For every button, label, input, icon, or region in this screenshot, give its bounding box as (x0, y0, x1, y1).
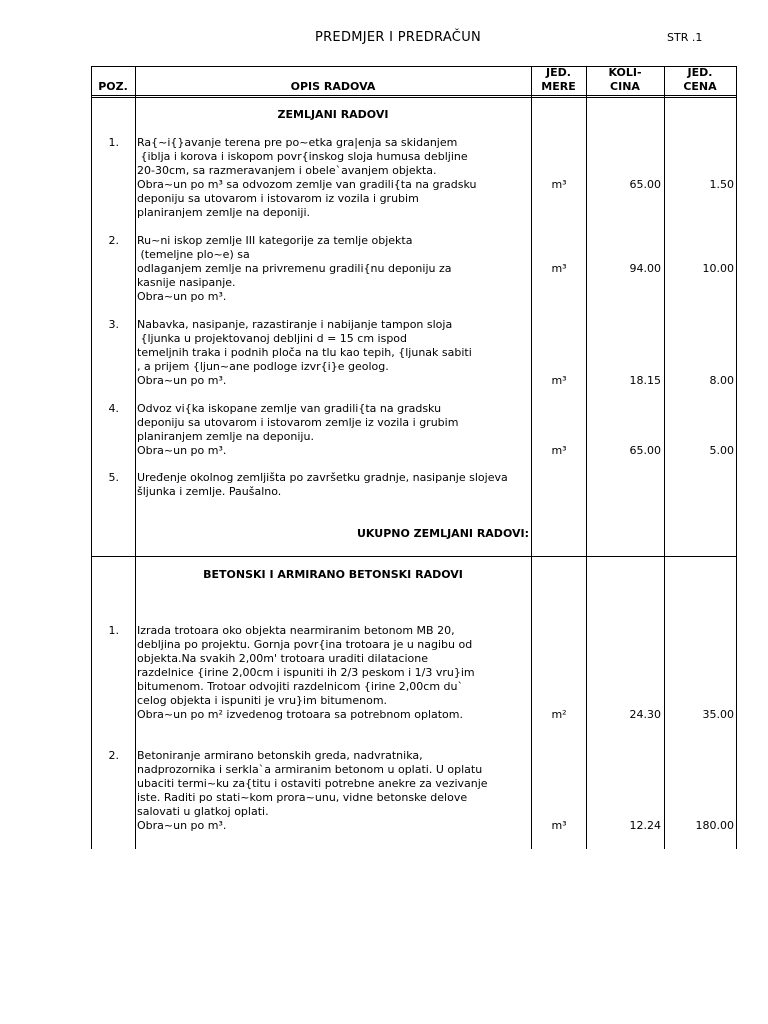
item-unit: m³ (551, 262, 567, 275)
column-divider (531, 66, 532, 849)
header-kolicina (586, 66, 664, 94)
item-quantity: 65.00 (629, 444, 661, 457)
header-jed-cena-line2: CENA (683, 80, 717, 93)
item-position: 5. (108, 471, 119, 484)
description-line: deponiju sa utovarom i istovarom iz vozila i grubim (137, 192, 419, 205)
description-line: bitumenom. Trotoar odvojiti razdelnicom {irine 2,00cm du` (137, 680, 463, 693)
item-unit-price: 5.00 (709, 444, 734, 457)
item-unit-price: 180.00 (695, 819, 734, 832)
item-position: 3. (108, 318, 119, 331)
description-line: {ljunka u projektovanoj debljini d = 15 cm ispod (137, 332, 408, 345)
item-quantity: 18.15 (629, 374, 661, 387)
item-unit-price: 1.50 (709, 178, 734, 191)
item-description (137, 402, 458, 458)
item-unit-price: 10.00 (702, 262, 734, 275)
column-divider (664, 66, 665, 849)
description-line: Obra~un po m³. (137, 374, 227, 387)
item-description (137, 234, 452, 304)
description-line: Betoniranje armirano betonskih greda, nadvratnika, (137, 749, 423, 762)
item-position: 4. (108, 402, 119, 415)
header-jed-mere (531, 66, 586, 94)
item-description (137, 471, 508, 499)
description-line: Obra~un po m³. (137, 290, 227, 303)
item-description (137, 318, 472, 388)
description-line: objekta.Na svakih 2,00m' trotoara uraditi dilatacione (137, 652, 428, 665)
item-position: 1. (108, 136, 119, 149)
item-unit: m³ (551, 178, 567, 191)
section-divider (91, 556, 737, 557)
header-kolicina-line2: CINA (610, 80, 640, 93)
page-number: STR .1 (667, 31, 703, 44)
description-line: Ra{~i{}avanje terena pre po~etka gra|enja sa skidanjem (137, 136, 458, 149)
item-unit-price: 8.00 (709, 374, 734, 387)
description-line: iste. Raditi po stati~kom prora~unu, vidne betonske delove (137, 791, 468, 804)
column-divider (586, 66, 587, 849)
item-description (137, 749, 488, 833)
item-quantity: 12.24 (629, 819, 661, 832)
description-line: nadprozornika i serkla`a armiranim betonom u oplati. U oplatu (137, 763, 483, 776)
header-opis-radova: OPIS RADOVA (290, 80, 376, 93)
header-jed-mere-line2: MERE (541, 80, 576, 93)
description-line: celog objekta i ispuniti je vru}im bitumenom. (137, 694, 388, 707)
description-line: planiranjem zemlje na deponiju. (137, 430, 314, 443)
column-divider (135, 66, 136, 849)
description-line: (temeljne plo~e) sa (137, 248, 250, 261)
item-unit: m³ (551, 374, 567, 387)
item-quantity: 24.30 (629, 708, 661, 721)
description-line: Odvoz vi{ka iskopane zemlje van gradili{ta na gradsku (137, 402, 442, 415)
description-line: Obra~un po m³ sa odvozom zemlje van gradili{ta na gradsku (137, 178, 477, 191)
item-position: 1. (108, 624, 119, 637)
description-line: kasnije nasipanje. (137, 276, 236, 289)
description-line: 20-30cm, sa razmeravanjem i obele`avanjem objekta. (137, 164, 437, 177)
header-divider (91, 95, 737, 96)
item-position: 2. (108, 749, 119, 762)
header-poz: POZ. (98, 80, 128, 93)
table-border-left (91, 66, 92, 849)
description-line: Obra~un po m² izvedenog trotoara sa potrebnom oplatom. (137, 708, 463, 721)
description-line: šljunka i zemlje. Paušalno. (137, 485, 282, 498)
section-title: ZEMLJANI RADOVI (277, 108, 389, 121)
description-line: planiranjem zemlje na deponiji. (137, 206, 311, 219)
item-description (137, 136, 477, 220)
description-line: {iblja i korova i iskopom povr{inskog sloja humusa debljine (137, 150, 468, 163)
item-quantity: 94.00 (629, 262, 661, 275)
item-position: 2. (108, 234, 119, 247)
description-line: Ru~ni iskop zemlje III kategorije za temlje objekta (137, 234, 413, 247)
table-border-right (736, 66, 737, 849)
description-line: Uređenje okolnog zemljišta po završetku gradnje, nasipanje slojeva (137, 471, 508, 484)
description-line: deponiju sa utovarom i istovarom zemlje iz vozila i grubim (137, 416, 459, 429)
description-line: Obra~un po m³. (137, 819, 227, 832)
header-jed-cena-line1: JED. (687, 66, 713, 79)
document-title: PREDMJER I PREDRAČUN (314, 30, 482, 45)
description-line: Izrada trotoara oko objekta nearmiranim betonom MB 20, (137, 624, 455, 637)
description-line: , a prijem {ljun~ane podloge izvr{i}e geolog. (137, 360, 389, 373)
description-line: debljina po projektu. Gornja povr{ina trotoara je u nagibu od (137, 638, 473, 651)
section-title: BETONSKI I ARMIRANO BETONSKI RADOVI (203, 568, 463, 581)
description-line: odlaganjem zemlje na privremenu gradili{nu deponiju za (137, 262, 452, 275)
header-kolicina-line1: KOLI- (608, 66, 642, 79)
description-line: ubaciti termi~ku za{titu i ostaviti potrebne anekre za vezivanje (137, 777, 488, 790)
item-quantity: 65.00 (629, 178, 661, 191)
description-line: Nabavka, nasipanje, razastiranje i nabijanje tampon sloja (137, 318, 453, 331)
item-unit: m³ (551, 819, 567, 832)
section-total-label: UKUPNO ZEMLJANI RADOVI: (357, 527, 529, 540)
bill-of-quantities-table (91, 66, 737, 849)
item-unit-price: 35.00 (702, 708, 734, 721)
description-line: razdelnice {irine 2,00cm i ispuniti ih 2/3 peskom i 1/3 vru}im (137, 666, 475, 679)
item-unit: m³ (551, 444, 567, 457)
item-unit: m² (551, 708, 567, 721)
header-jed-mere-line1: JED. (546, 66, 571, 79)
header-jed-cena (664, 66, 736, 94)
description-line: Obra~un po m³. (137, 444, 227, 457)
header-divider (91, 97, 737, 98)
item-description (137, 624, 475, 722)
description-line: temeljnih traka i podnih ploča na tlu kao tepih, {ljunak sabiti (137, 346, 472, 359)
description-line: salovati u glatkoj oplati. (137, 805, 269, 818)
